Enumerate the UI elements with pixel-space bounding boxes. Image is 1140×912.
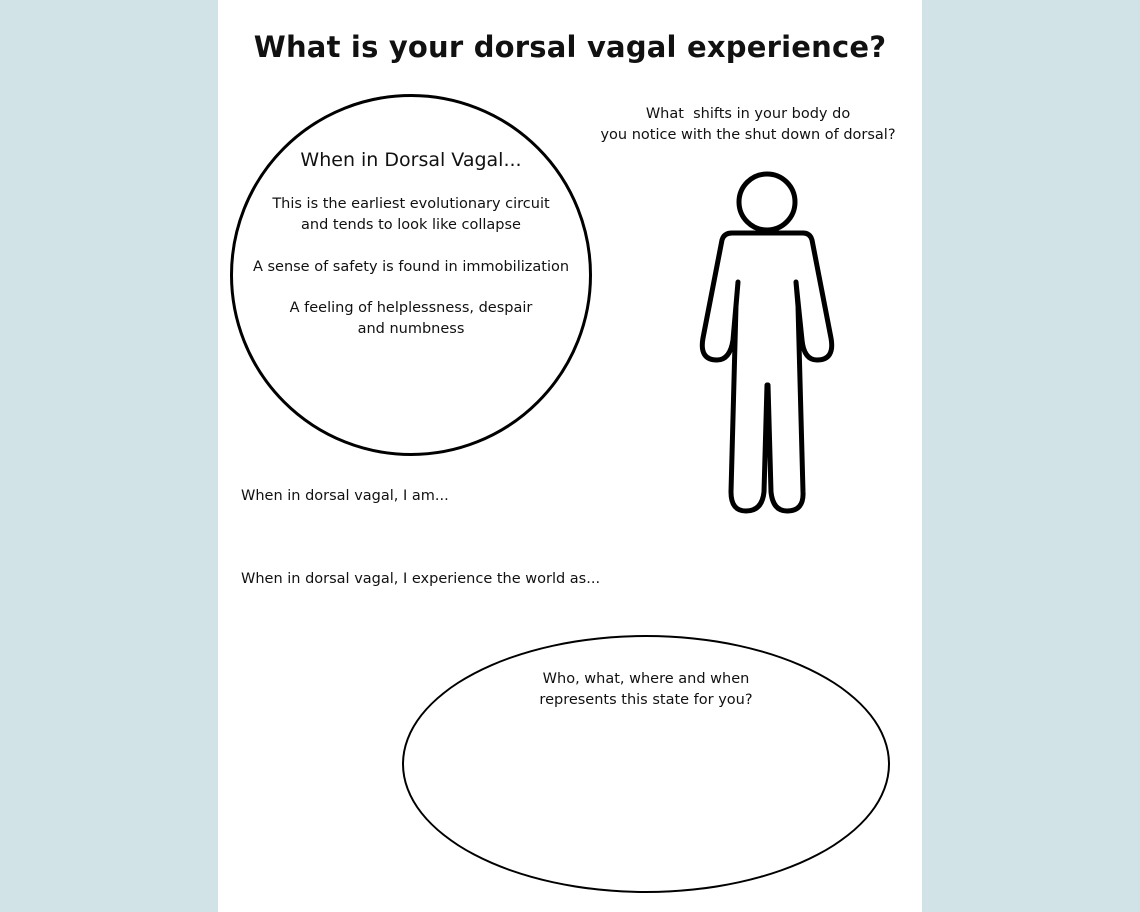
ellipse-question-line-2: represents this state for you?	[539, 692, 753, 708]
body-question-line-2: you notice with the shut down of dorsal?	[600, 127, 896, 143]
dorsal-vagal-circle	[230, 94, 592, 456]
prompt-experience-world: When in dorsal vagal, I experience the world as...	[241, 571, 601, 587]
circle-paragraph-evolutionary: This is the earliest evolutionary circuit and tends to look like collapse	[272, 196, 550, 233]
circle-paragraph-safety: A sense of safety is found in immobilization	[252, 259, 570, 275]
body-shifts-question	[598, 104, 898, 146]
prompt-i-am: When in dorsal vagal, I am...	[241, 488, 449, 504]
circle-paragraph-helplessness: A feeling of helplessness, despair and numbness	[289, 300, 533, 337]
ellipse-question	[404, 669, 888, 711]
figure-head	[739, 174, 795, 230]
person-outline-icon	[696, 170, 838, 518]
circle-heading: When in Dorsal Vagal...	[300, 149, 522, 171]
body-question-line-1: What shifts in your body do	[645, 106, 851, 122]
reflection-ellipse	[402, 635, 890, 893]
page-title: What is your dorsal vagal experience?	[253, 30, 887, 64]
ellipse-question-line-1: Who, what, where and when	[542, 671, 750, 687]
figure-body	[702, 233, 831, 511]
worksheet-page	[218, 0, 922, 912]
